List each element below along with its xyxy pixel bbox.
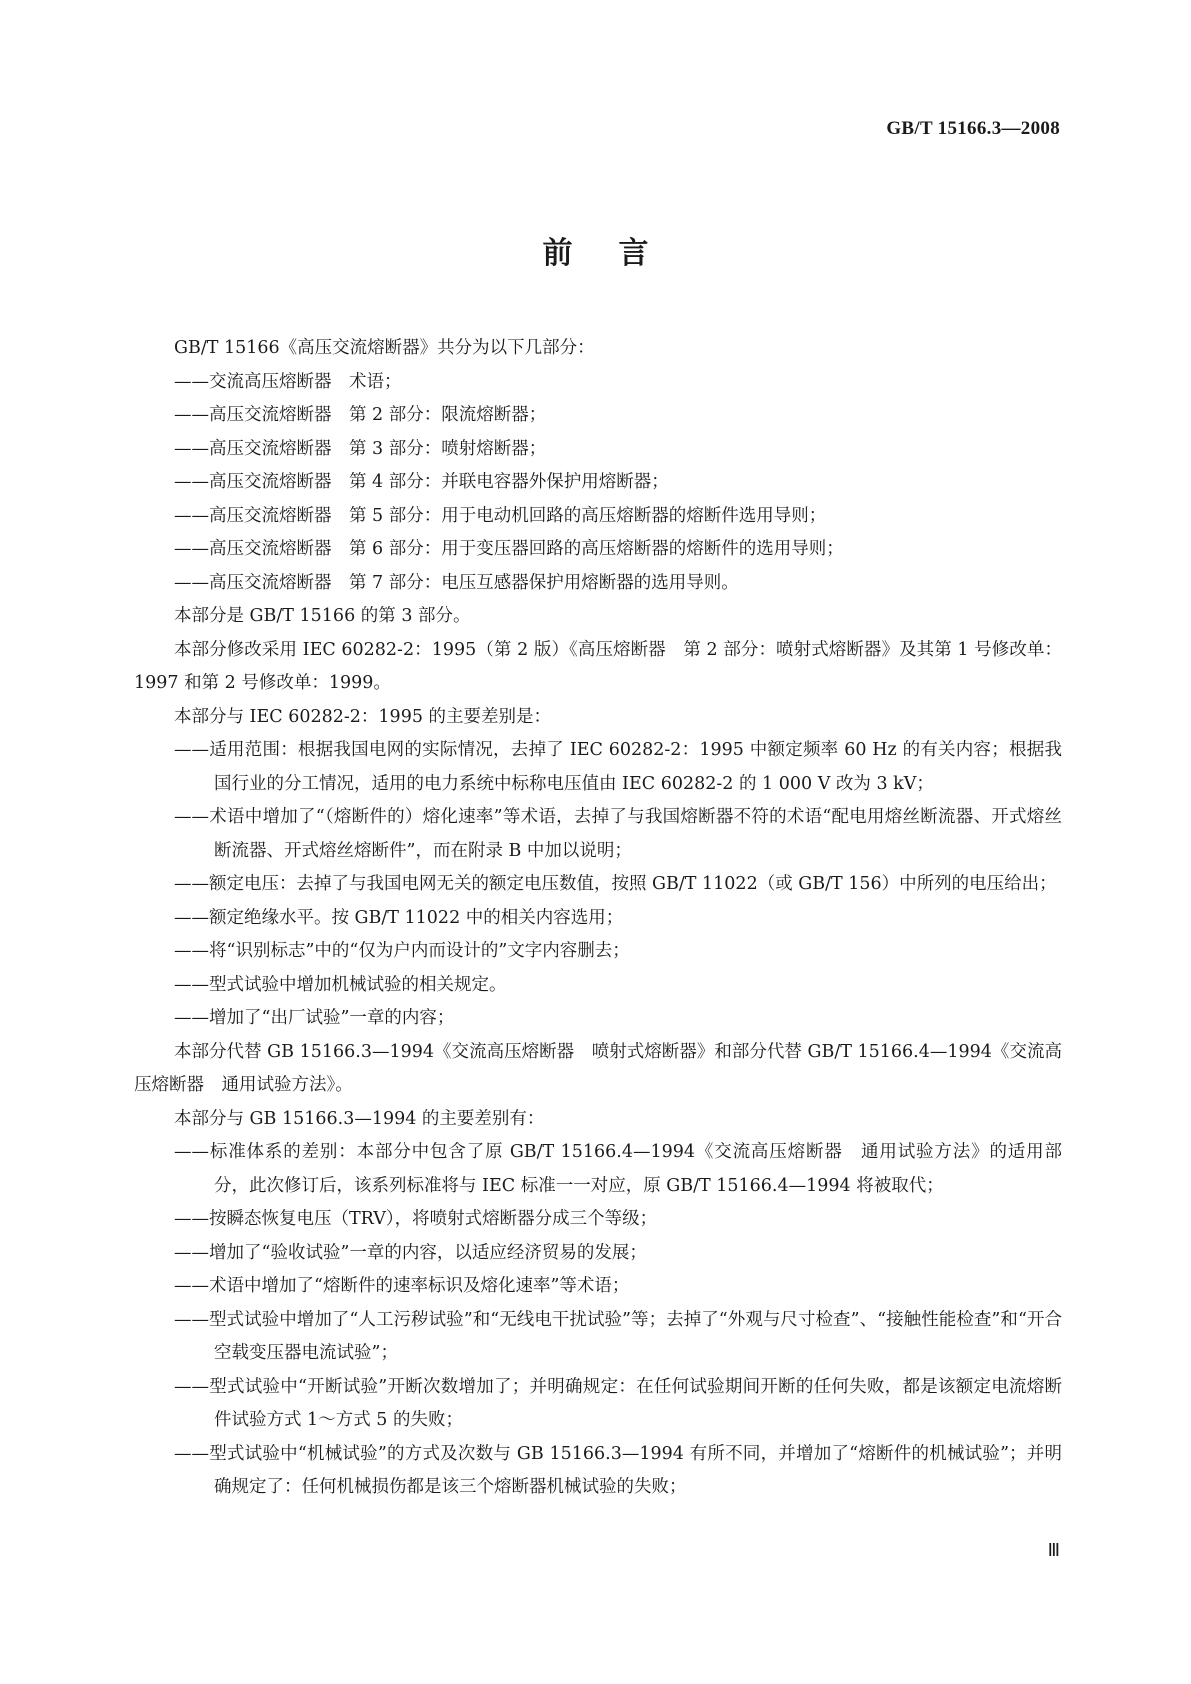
page-title: 前言 [542, 236, 695, 271]
list-item: ——术语中增加了“（熔断件的）熔化速率”等术语，去掉了与我国熔断器不符的术语“配电用熔丝断流器、开式熔丝断流器、开式熔丝熔断件”，而在附录 B 中加以说明； [174, 807, 1062, 861]
list-item: ——高压交流熔断器 第 6 部分：用于变压器回路的高压熔断器的熔断件的选用导则； [174, 539, 844, 559]
paragraph: GB/T 15166《高压交流熔断器》共分为以下几部分： [174, 338, 595, 358]
list-item: ——将“识别标志”中的“仅为户内而设计的”文字内容删去； [174, 941, 630, 961]
list-item: ——增加了“出厂试验”一章的内容； [174, 1008, 455, 1028]
list-item: ——高压交流熔断器 第 3 部分：喷射熔断器； [174, 438, 547, 459]
standard-code: GB/T 15166.3—2008 [886, 118, 1060, 139]
paragraph: 本部分与 IEC 60282-2：1995 的主要差别是： [174, 706, 552, 727]
paragraph: 本部分代替 GB 15166.3—1994《交流高压熔断器 喷射式熔断器》和部分代替 GB/T 15166.4—1994《交流高压熔断器 通用试验方法》。 [134, 1041, 1062, 1095]
list-item: ——适用范围：根据我国电网的实际情况，去掉了 IEC 60282-2：1995 中额定频率 60 Hz 的有关内容；根据我国行业的分工情况，适用的电力系统中标称电压值由 IEC 60282-2 的 1 000 V 改为 3 kV； [174, 740, 1062, 794]
list-item: ——术语中增加了“熔断件的速率标识及熔化速率”等术语； [174, 1276, 630, 1296]
list-item: ——标准体系的差别：本部分中包含了原 GB/T 15166.4—1994《交流高压熔断器 通用试验方法》的适用部分，此次修订后，该系列标准将与 IEC 标准一一对应，原 GB/T 15166.4—1994 将被取代； [174, 1142, 1062, 1196]
list-item: ——高压交流熔断器 第 2 部分：限流熔断器； [174, 405, 547, 425]
list-item: ——额定电压：去掉了与我国电网无关的额定电压数值，按照 GB/T 11022（或 GB/T 156）中所列的电压给出； [174, 874, 1057, 894]
list-item: ——高压交流熔断器 第 5 部分：用于电动机回路的高压熔断器的熔断件选用导则； [174, 505, 827, 526]
document-body [134, 332, 1062, 1505]
list-item: ——型式试验中“开断试验”开断次数增加了；并明确规定：在任何试验期间开断的任何失败，都是该额定电流熔断件试验方式 1～方式 5 的失败； [174, 1376, 1062, 1430]
list-item: ——高压交流熔断器 第 4 部分：并联电容器外保护用熔断器； [174, 472, 669, 492]
list-item: ——增加了“验收试验”一章的内容，以适应经济贸易的发展； [174, 1242, 647, 1263]
paragraph: 本部分修改采用 IEC 60282-2：1995（第 2 版）《高压熔断器 第 2 部分：喷射式熔断器》及其第 1 号修改单：1997 和第 2 号修改单：1999。 [134, 639, 1062, 693]
list-item: ——额定绝缘水平。按 GB/T 11022 中的相关内容选用； [174, 907, 624, 928]
list-item: ——交流高压熔断器 术语； [174, 371, 402, 392]
list-item: ——型式试验中增加了“人工污秽试验”和“无线电干扰试验”等；去掉了“外观与尺寸检查”、“接触性能检查”和“开合空载变压器电流试验”； [174, 1309, 1062, 1363]
paragraph: 本部分是 GB/T 15166 的第 3 部分。 [174, 606, 471, 626]
list-item: ——型式试验中增加机械试验的相关规定。 [174, 974, 507, 995]
page-number: Ⅲ [1047, 1540, 1060, 1560]
list-item: ——高压交流熔断器 第 7 部分：电压互感器保护用熔断器的选用导则。 [174, 572, 739, 593]
list-item: ——型式试验中“机械试验”的方式及次数与 GB 15166.3—1994 有所不同，并增加了“熔断件的机械试验”；并明确规定了：任何机械损伤都是该三个熔断器机械试验的失败； [174, 1443, 1062, 1497]
list-item: ——按瞬态恢复电压（TRV），将喷射式熔断器分成三个等级； [174, 1209, 658, 1229]
paragraph: 本部分与 GB 15166.3—1994 的主要差别有： [174, 1108, 545, 1129]
